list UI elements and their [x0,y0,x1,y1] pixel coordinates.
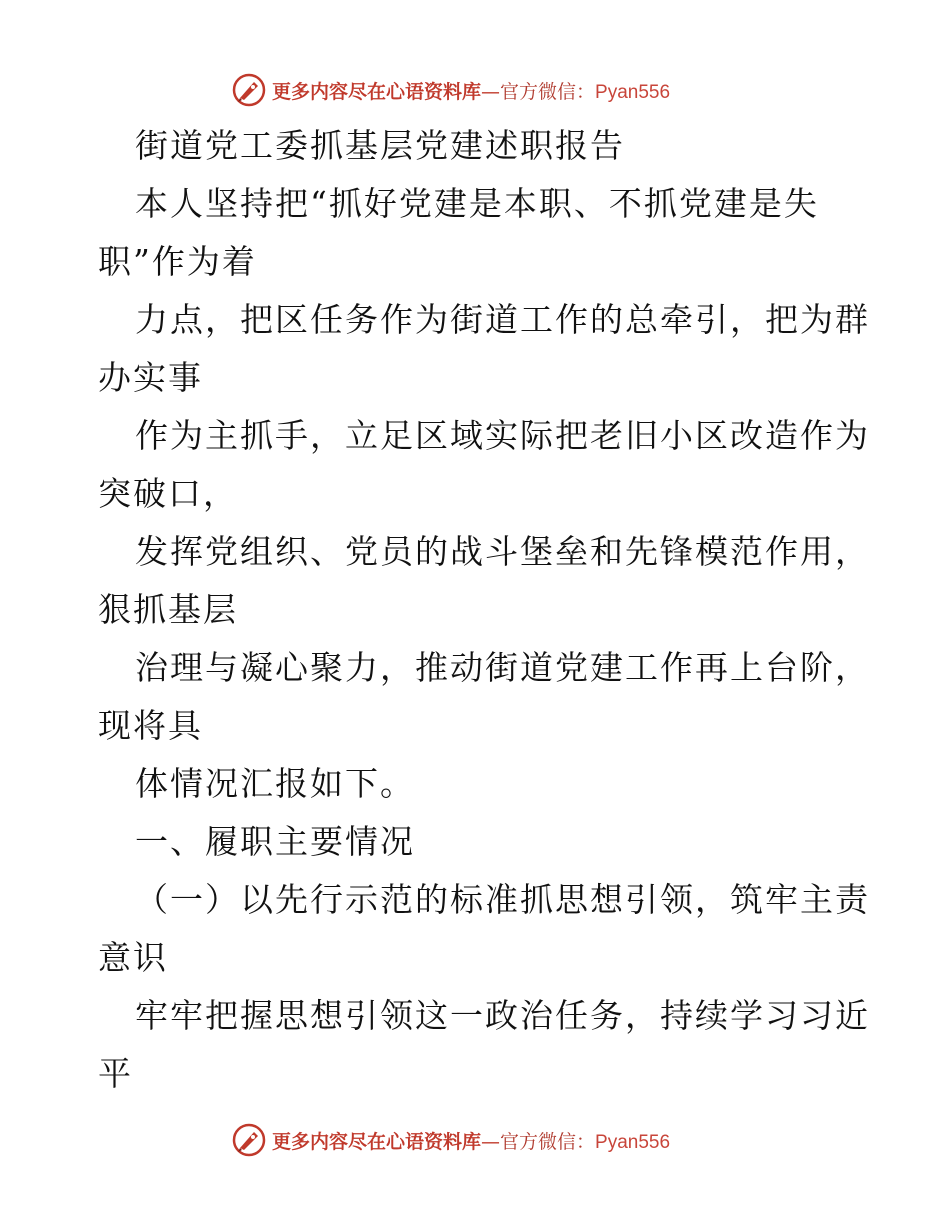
banner-dash: — [481,1130,501,1153]
banner-main-text: 更多内容尽在心语资料库 [272,80,482,103]
paragraph-line: 本人坚持把“抓好党建是本职、不抓党建是失 [135,184,819,223]
paragraph-line: 体情况汇报如下。 [135,764,415,803]
paragraph-line: 平 [98,1054,133,1093]
paragraph-line: 作为主抓手，立足区域实际把老旧小区改造作为 [135,416,870,455]
section-heading: 一、履职主要情况 [135,822,415,861]
paragraph-line: 办实事 [98,358,203,397]
subsection-heading: （一）以先行示范的标准抓思想引领，筑牢主责 [135,880,870,919]
paragraph-line: 力点，把区任务作为街道工作的总牵引，把为群 [135,300,870,339]
banner-main-text: 更多内容尽在心语资料库 [272,1130,482,1153]
pen-nib-logo-icon [232,73,266,107]
paragraph-line: 发挥党组织、党员的战斗堡垒和先锋模范作用， [135,532,870,571]
banner-dash: — [481,80,501,103]
document-title: 街道党工委抓基层党建述职报告 [135,126,625,165]
paragraph-line: 狠抓基层 [98,590,238,629]
header-banner [232,70,670,110]
paragraph-line: 突破口， [98,474,238,513]
footer-banner [232,1120,670,1160]
banner-wechat-label: 官方微信： [500,1130,596,1153]
paragraph-line: 职”作为着 [98,242,257,281]
paragraph-line: 治理与凝心聚力，推动街道党建工作再上台阶， [135,648,870,687]
banner-wechat-id: Pyan556 [595,1131,671,1153]
pen-nib-logo-icon [232,1123,266,1157]
paragraph-line: 现将具 [98,706,203,745]
paragraph-line: 牢牢把握思想引领这一政治任务，持续学习习近 [135,996,870,1035]
subsection-heading-continued: 意识 [98,938,168,977]
banner-wechat-id: Pyan556 [595,81,671,103]
banner-wechat-label: 官方微信： [500,80,596,103]
